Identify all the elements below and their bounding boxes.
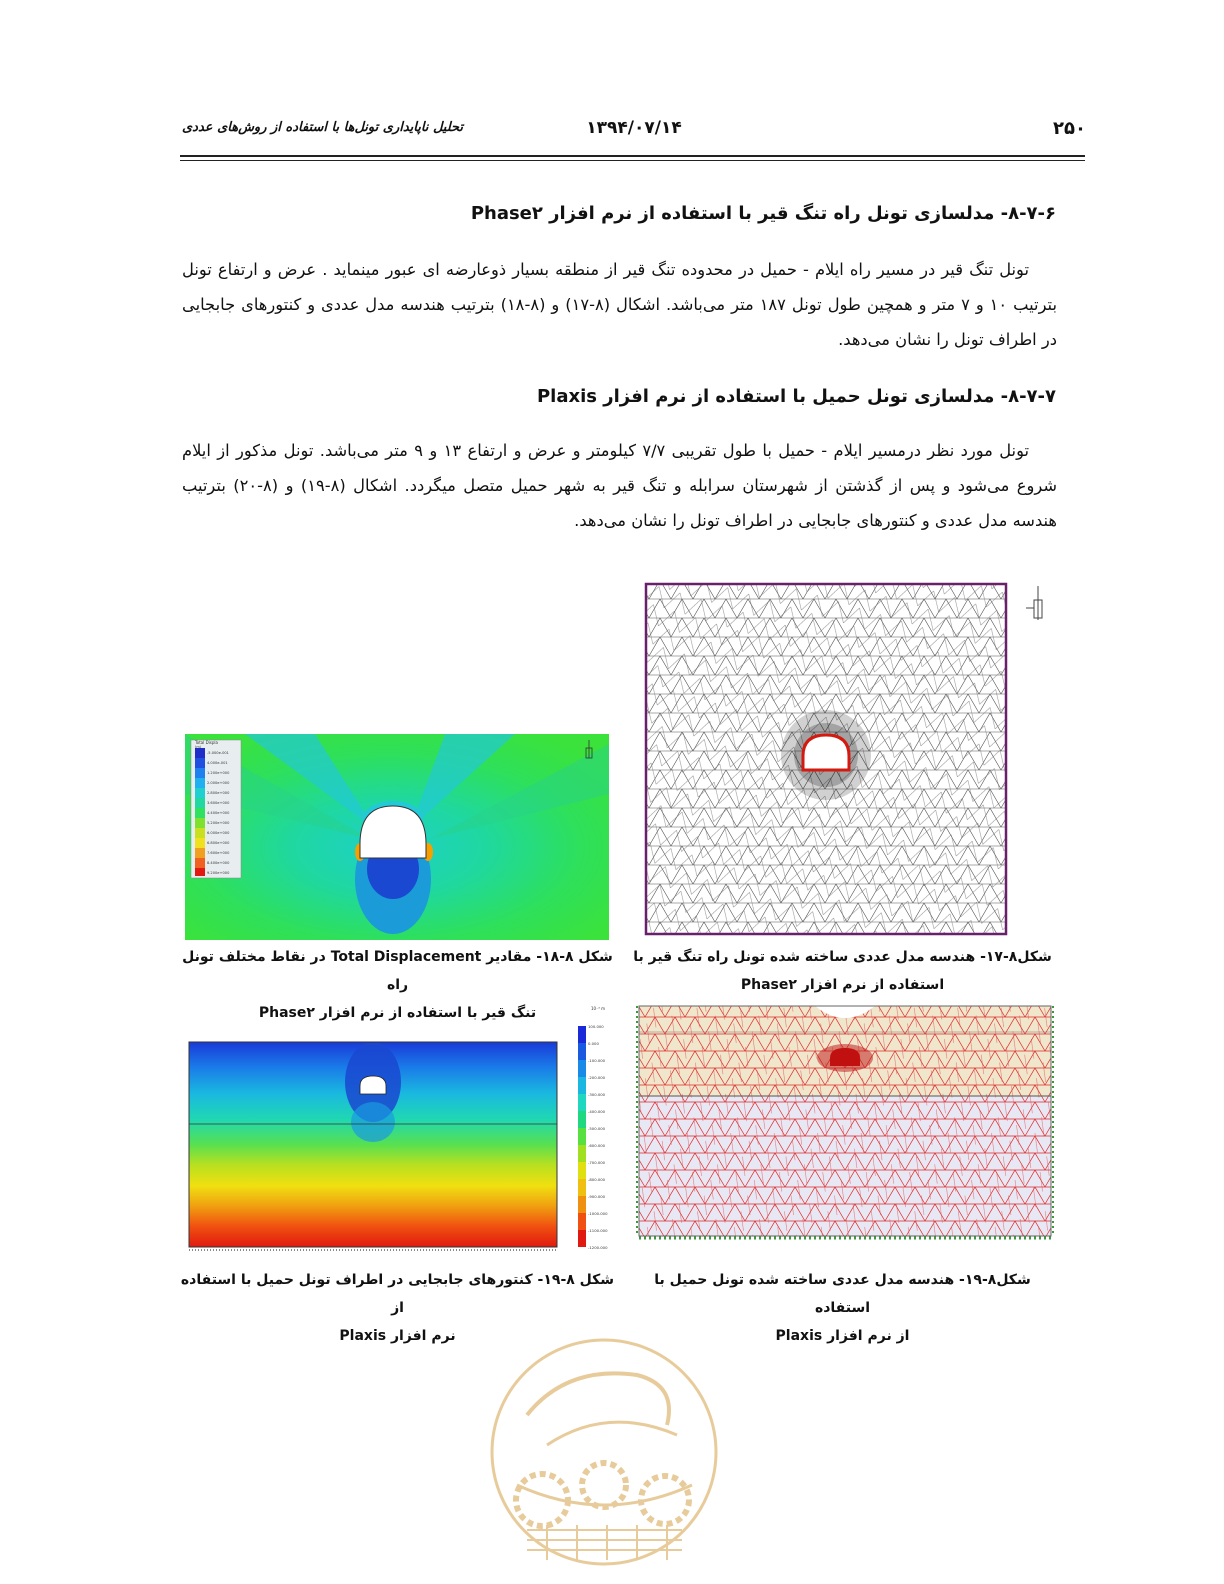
legend-label: -800.000	[588, 1177, 606, 1182]
legend-color-bar	[195, 748, 205, 876]
caption-line: شکل ۸-۱۹- کنتورهای جابجایی در اطراف تونل حمیل با استفاده از	[180, 1272, 615, 1316]
legend-label: -900.000	[588, 1194, 606, 1199]
caption-line: استفاده از نرم افزار Phase۲	[740, 977, 945, 993]
legend-label: -200.000	[588, 1075, 606, 1080]
section-paragraph-8-7-7	[182, 433, 1057, 538]
legend-label: -1000.000	[588, 1211, 608, 1216]
legend-label: 6.000e+000	[207, 831, 230, 835]
caption-line: شکل۸-۱۹- هندسه مدل عددی ساخته شده تونل حمیل با استفاده	[654, 1272, 1031, 1316]
legend-label: -700.000	[588, 1160, 606, 1165]
figure-displacement-plaxis	[185, 1002, 615, 1252]
legend-title: Total Displa	[195, 740, 218, 745]
caption-line: تنگ قیر با استفاده از نرم افزار Phase۲	[258, 1005, 537, 1021]
legend-label: -400.000	[588, 1109, 606, 1114]
caption-line: شکل ۸-۱۸- مقادیر Total Displacement در نقاط مختلف تونل راه	[182, 949, 613, 993]
page-number: ۲۵۰	[1053, 118, 1086, 139]
paragraph-text: تونل مورد نظر درمسیر ایلام - حمیل با طول تقریبی ۷/۷ کیلومتر و عرض و ارتفاع ۱۳ و ۹ متر می‌باشد. تونل مذکور از ایلام شروع می‌شود و پس از گذشتن از شهرستان سرابله و تنگ قیر به شهر حمیل متصل میگردد. اشکال (۸-۱۹) و (۸-۲۰) بترتیب هندسه مدل عددی و کنتورهای جابجایی در اطراف تونل را نشان می‌دهد.	[182, 441, 1057, 530]
section-heading-8-7-6: ۸-۷-۶- مدلسازی تونل راه تنگ قیر با استفاده از نرم افزار Phase۲	[470, 203, 1056, 224]
legend-label: 4.400e+000	[207, 811, 230, 815]
header-rule-thin	[180, 160, 1085, 161]
legend-color-bar	[578, 1026, 586, 1247]
legend-label: 8.400e+000	[207, 861, 230, 865]
section-paragraph-8-7-6	[182, 252, 1057, 357]
figure-mesh-phase2	[638, 580, 1050, 940]
legend-label: 5.200e+000	[207, 821, 230, 825]
legend-label: -300.000	[588, 1092, 606, 1097]
legend-label: 2.000e+000	[207, 781, 230, 785]
section-heading-8-7-7: ۸-۷-۷- مدلسازی تونل حمیل با استفاده از نرم افزار Plaxis	[536, 386, 1056, 407]
legend-label: -500.000	[588, 1126, 606, 1131]
legend-label: -600.000	[588, 1143, 606, 1148]
caption-line: شکل۸-۱۷- هندسه مدل عددی ساخته شده تونل راه تنگ قیر با	[633, 949, 1052, 965]
legend-label: 9.200e+000	[207, 871, 230, 875]
caption-figure-8-17	[630, 943, 1055, 999]
legend-label: -1100.000	[588, 1228, 608, 1233]
legend-unit: 10⁻³ m	[591, 1006, 605, 1011]
legend-unit: (m)	[195, 745, 202, 749]
figure-mesh-plaxis	[635, 1000, 1055, 1245]
caption-line: از نرم افزار Plaxis	[775, 1328, 910, 1344]
legend-label: 100.000	[588, 1024, 604, 1029]
header-date: ۱۳۹۴/۰۷/۱۴	[586, 118, 682, 138]
running-header	[182, 118, 1086, 144]
header-title: تحلیل ناپایداری تونل‌ها با استفاده از روش‌های عددی	[182, 120, 464, 135]
header-rule	[180, 155, 1085, 157]
watermark-seal	[487, 1335, 721, 1584]
paragraph-text: تونل تنگ قیر در مسیر راه ایلام - حمیل در محدوده تنگ قیر از منطقه بسیار ذوعارضه ای عبور مینماید . عرض و ارتفاع تونل بترتیب ۱۰ و ۷ متر و همچین طول تونل ۱۸۷ متر می‌باشد. اشکال (۸-۱۷) و (۸-۱۸) بترتیب هندسه مدل عددی و کنتورهای جابجایی در اطراف تونل را نشان می‌دهد.	[182, 260, 1057, 349]
legend-label: 7.600e+000	[207, 851, 230, 855]
legend-label: -5.000e-001	[207, 751, 229, 755]
legend-label: 0.000	[588, 1041, 599, 1046]
legend-label: -1200.000	[588, 1245, 608, 1250]
figure-displacement-phase2	[185, 734, 609, 940]
legend-label: 2.800e+000	[207, 791, 230, 795]
legend-label: -100.000	[588, 1058, 606, 1063]
legend-label: 4.000e-001	[207, 761, 228, 765]
legend-label: 6.800e+000	[207, 841, 230, 845]
legend-label: 1.200e+000	[207, 771, 230, 775]
legend-label: 3.600e+000	[207, 801, 230, 805]
caption-line: نرم افزار Plaxis	[339, 1328, 456, 1344]
